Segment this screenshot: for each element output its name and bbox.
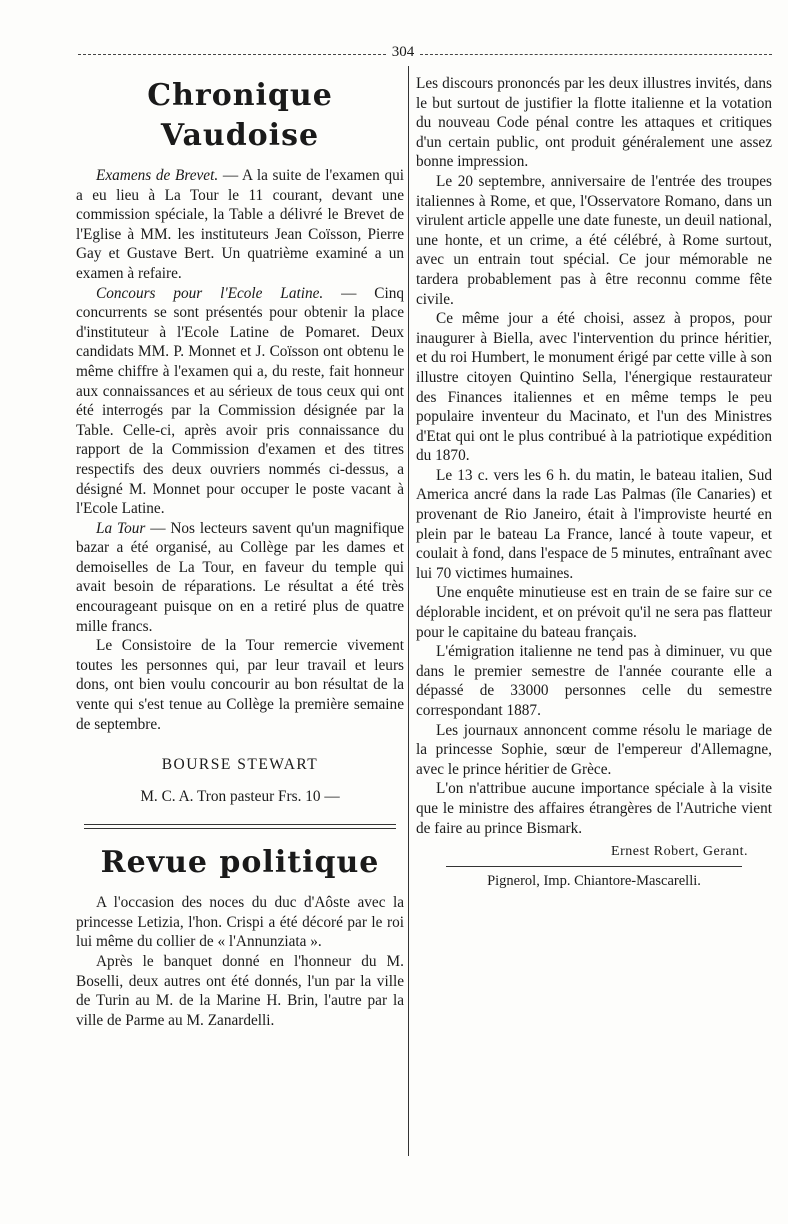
column-divider xyxy=(408,66,409,1156)
revue-heading: Revue politique xyxy=(100,845,380,881)
bourse-section xyxy=(76,754,404,808)
right-paragraph: Les discours prononcés par les deux illustres invités, dans le but surtout de justifier la flotte italienne et la votation du nouveau Code pénal contre les attaques et critiques d'un certain public, ont produit généralement une assez bonne impression. xyxy=(416,75,772,171)
page-number: 304 xyxy=(391,44,415,60)
chronique-heading: Chronique Vaudoise xyxy=(147,78,333,153)
right-paragraph: Les journaux annoncent comme résolu le mariage de la princesse Sophie, sœur de l'empereur d'Allemagne, avec le prince héritier de Grèce. xyxy=(416,721,772,778)
left-column xyxy=(76,70,404,1030)
item-text: — A la suite de l'examen qui a eu lieu à La Tour le 11 courant, devant une commission spéciale, la Table a délivré le Brevet de l'Eglise à MM. les instituteurs Jean Coïsson, Pierre Gay et Gustave Bert. Un quatrième examiné a un examen à refaire. xyxy=(76,167,404,282)
right-paragraph: Le 20 septembre, anniversaire de l'entrée des troupes italiennes à Rome, et que, l'Osservatore Romano, dans un virulent article appelle une date funeste, un deuil national, une honte, et un crime, a été célébré, à Rome surtout, avec un entrain tout spécial. Ce jour mémorable ne tardera probablement pas à être reconnu comme fête civile. xyxy=(416,172,772,308)
item-text: — Nos lecteurs savent qu'un magnifique bazar a été organisé, au Collège par les dames et demoiselles de La Tour, en faveur du temple qui avait besoin de réparations. Le résultat a été très encourageant puisque on en a retiré plus de quatre mille francs. xyxy=(76,519,404,635)
right-paragraph: Le 13 c. vers les 6 h. du matin, le bateau italien, Sud America ancré dans la rade Las Palmas (île Canaries) et provenant de Rio Janeiro, était à l'improviste heurté en plein par le bateau La France, lancé à toute vapeur, et coulait à fond, dans l'espace de 5 minutes, entraînant avec lui 70 victimes humaines. xyxy=(416,466,772,582)
right-paragraph: L'émigration italienne ne tend pas à diminuer, vu que dans le premier semestre de l'année courante elle a dépassé de 33000 personnes celle du semestre correspondant 1887. xyxy=(416,643,772,719)
right-column xyxy=(416,74,772,890)
revue-paragraph: A l'occasion des noces du duc d'Aôste avec la princesse Letizia, l'hon. Crispi a été décoré par le roi lui même du collier de « l'Annunziata ». xyxy=(76,894,404,951)
section-divider xyxy=(84,824,396,829)
bourse-title: BOURSE STEWART xyxy=(161,756,319,774)
chronique-item xyxy=(76,519,404,637)
chronique-item xyxy=(76,166,404,284)
chronique-item xyxy=(76,636,404,734)
header-rule-left xyxy=(78,54,386,55)
signature-rule xyxy=(446,866,742,867)
item-text: — Cinq concurrents se sont présentés pour obtenir la place d'instituteur à l'Ecole Latine de Pomaret. Deux candidats MM. P. Monnet et J. Coïsson ont obtenu le même chiffre à l'examen qui a, du reste, fait honneur aux connaissances et au sérieux de tous ceux qui ont été interrogés par la Commission désignée par la Table. Celle-ci, après avoir pris connaissance du rapport de la Commission d'examen et des titres respectifs des deux ouvriers nommés ci-dessus, a désigné M. Monnet pour occuper le poste vacant à l'Ecole Latine. xyxy=(76,284,404,518)
signature: Ernest Robert, Gerant. xyxy=(611,844,748,860)
right-paragraph: L'on n'attribue aucune importance spéciale à la visite que le ministre des affaires étrangères de l'Autriche vient de faire au prince Bismark. xyxy=(416,780,772,837)
printer-imprint: Pignerol, Imp. Chiantore-Mascarelli. xyxy=(487,873,701,890)
item-lead: La Tour xyxy=(96,519,146,537)
bourse-line: M. C. A. Tron pasteur Frs. 10 — xyxy=(140,788,340,806)
header-rule-right xyxy=(420,54,772,55)
revue-paragraph: Après le banquet donné en l'honneur du M. Boselli, deux autres ont été donnés, l'un par la ville de Turin au M. de la Marine H. Brin, l'autre par la ville de Parme au M. Zanardelli. xyxy=(76,953,404,1029)
item-lead: Concours pour l'Ecole Latine. xyxy=(96,284,324,302)
right-paragraph: Une enquête minutieuse est en train de se faire sur ce déplorable incident, et on prévoit qu'il ne sera pas flatteur pour le capitaine du bateau français. xyxy=(416,584,772,641)
item-text: Le Consistoire de la Tour remercie vivement toutes les personnes qui, par leur travail et leurs dons, ont bien voulu concourir au bon résultat de la vente qui s'est tenue au Collège la première semaine de septembre. xyxy=(76,637,404,733)
chronique-item xyxy=(76,284,404,519)
item-lead: Examens de Brevet. xyxy=(96,167,219,184)
right-paragraph: Ce même jour a été choisi, assez à propos, pour inaugurer à Biella, avec l'intervention du prince héritier, et du roi Humbert, le monument érigé par cette ville à son illustre citoyen Quintino Sella, l'énergique restaurateur des Finances italiennes et en même temps le peu populaire inventeur du Macinato, et l'un des Ministres d'Etat qui ont le plus contribué à la patriotique expédition du 1870. xyxy=(416,310,772,465)
